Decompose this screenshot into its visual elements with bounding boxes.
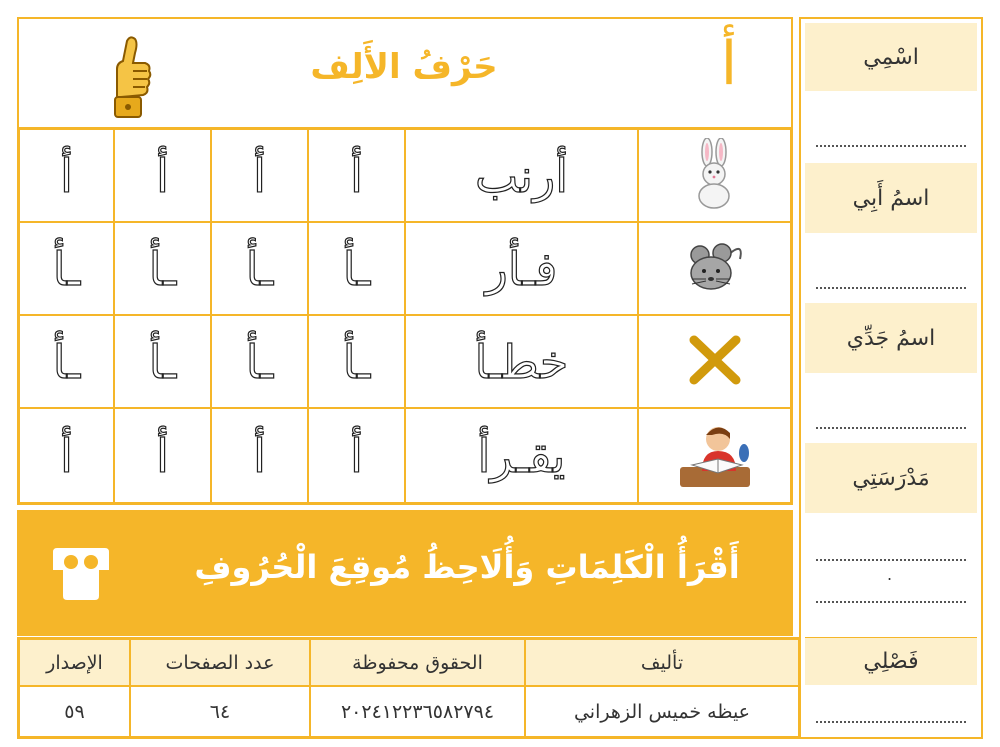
worksheet-header — [19, 19, 791, 129]
mouse-icon — [682, 237, 748, 301]
word-cell — [405, 408, 638, 503]
footer-value-rights: ٢٠٢٤١٢٢٣٦٥٨٢٧٩٤ — [310, 686, 525, 737]
picture-cell-rabbit — [638, 129, 791, 222]
trace-letter: أ — [253, 148, 266, 203]
trace-cell[interactable] — [308, 408, 405, 503]
class-label: فَصْلِي — [805, 637, 977, 685]
trace-cell[interactable] — [19, 315, 114, 408]
trace-cell[interactable] — [308, 222, 405, 315]
instruction-banner — [17, 510, 793, 636]
trace-letter: ـأ — [342, 241, 371, 296]
school-field-dot: . — [887, 565, 893, 584]
trace-letter: أ — [253, 428, 266, 483]
shirt-icon — [49, 548, 113, 600]
class-field[interactable] — [805, 685, 977, 735]
rabbit-icon — [690, 138, 740, 214]
grandfather-name-field[interactable] — [805, 373, 977, 443]
footer-header-rights: الحقوق محفوظة — [310, 639, 525, 686]
header-letter: أ — [720, 29, 738, 99]
trace-letter: ـأ — [245, 241, 274, 296]
x-mark-icon — [688, 335, 742, 389]
trace-letter: أ — [156, 428, 169, 483]
example-word: فـأر — [485, 241, 558, 296]
trace-cell[interactable] — [211, 315, 308, 408]
name-label: اسْمِي — [805, 23, 977, 91]
thumbs-up-icon — [97, 35, 157, 119]
trace-cell[interactable] — [114, 315, 211, 408]
trace-cell[interactable] — [308, 315, 405, 408]
trace-cell[interactable] — [114, 408, 211, 503]
footer-header-author: تأليف — [525, 639, 799, 686]
footer-value-author: عيظه خميس الزهراني — [525, 686, 799, 737]
footer-header-pages: عدد الصفحات — [130, 639, 310, 686]
footer-value-edition: ٥٩ — [19, 686, 130, 737]
picture-cell-wrong — [638, 315, 791, 408]
page-title: حَرْفُ الأَلِف — [310, 47, 498, 87]
trace-cell[interactable] — [19, 408, 114, 503]
trace-letter: أ — [60, 428, 73, 483]
word-cell — [405, 315, 638, 408]
picture-cell-reading — [638, 408, 791, 503]
name-field[interactable] — [805, 91, 977, 161]
footer-value-pages: ٦٤ — [130, 686, 310, 737]
trace-letter: ـأ — [148, 241, 177, 296]
trace-letter: أ — [156, 148, 169, 203]
trace-letter: أ — [350, 148, 363, 203]
picture-cell-mouse — [638, 222, 791, 315]
school-label: مَدْرَسَتِي — [805, 443, 977, 513]
instruction-text: أَقْرَأُ الْكَلِمَاتِ وَأُلَاحِظُ مُوقِعَ الْحُرُوفِ — [194, 548, 740, 586]
father-name-field[interactable] — [805, 233, 977, 303]
trace-cell[interactable] — [114, 129, 211, 222]
trace-letter: ـأ — [52, 241, 81, 296]
father-name-label: اسمُ أَبِي — [805, 163, 977, 233]
trace-letter: ـأ — [52, 334, 81, 389]
example-word: يقـرأ — [477, 428, 566, 483]
trace-cell[interactable] — [19, 222, 114, 315]
trace-letter: أ — [350, 428, 363, 483]
trace-letter: ـأ — [245, 334, 274, 389]
trace-cell[interactable] — [114, 222, 211, 315]
grandfather-name-label: اسمُ جَدِّي — [805, 303, 977, 373]
trace-cell[interactable] — [308, 129, 405, 222]
school-field[interactable] — [805, 513, 977, 637]
example-word: خطـأ — [474, 334, 569, 389]
trace-cell[interactable] — [211, 129, 308, 222]
reading-boy-icon — [678, 419, 752, 493]
trace-letter: ـأ — [342, 334, 371, 389]
trace-cell[interactable] — [19, 129, 114, 222]
trace-letter: أ — [60, 148, 73, 203]
footer-header-edition: الإصدار — [19, 639, 130, 686]
example-word: أرنب — [475, 148, 568, 203]
trace-letter: ـأ — [148, 334, 177, 389]
trace-cell[interactable] — [211, 222, 308, 315]
word-cell — [405, 222, 638, 315]
trace-cell[interactable] — [211, 408, 308, 503]
word-cell — [405, 129, 638, 222]
